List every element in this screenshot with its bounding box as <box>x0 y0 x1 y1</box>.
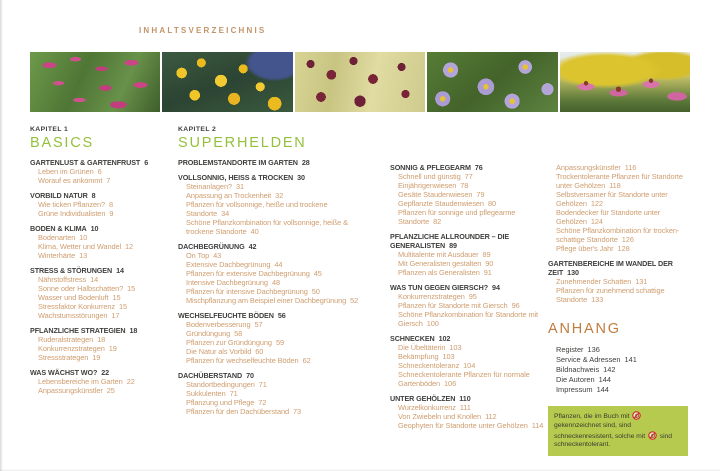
toc-entry-label: Bodenarten <box>38 233 76 242</box>
toc-entry-page: 60 <box>255 347 264 356</box>
toc-entry <box>30 353 176 362</box>
toc-entry-page: 71 <box>258 380 267 389</box>
toc-entry-page: 19 <box>92 353 101 362</box>
toc-entry-label: Gründüngung <box>186 329 231 338</box>
toc-section <box>178 158 366 167</box>
toc-entry-label: Stressstrategen <box>38 353 89 362</box>
toc-entry-page: 25 <box>106 386 115 395</box>
toc-entry <box>30 311 176 320</box>
section-title: GARTENBEREICHE IM WANDEL DER ZEIT <box>548 259 673 277</box>
toc-section <box>390 283 544 328</box>
toc-entry-page: 31 <box>235 182 244 191</box>
toc-entry <box>30 251 176 260</box>
toc-entry-page: 19 <box>108 344 117 353</box>
toc-section <box>178 173 366 236</box>
toc-entry-page: 77 <box>464 172 473 181</box>
chapter-title: SUPERHELDEN <box>178 135 307 151</box>
anhang-entry-page: 144 <box>598 375 611 384</box>
toc-entry <box>178 398 366 407</box>
toc-entry-label: Wie ticken Pflanzen? <box>38 200 106 209</box>
toc-entry-label: Wasser und Bodenluft <box>38 293 109 302</box>
toc-entry <box>390 343 544 352</box>
toc-entry-page: 95 <box>468 292 477 301</box>
toc-entry <box>390 370 544 388</box>
toc-entry <box>30 242 176 251</box>
toc-entry-page: 57 <box>254 320 263 329</box>
toc-entry <box>548 226 692 244</box>
section-header <box>30 158 176 167</box>
toc-section <box>390 163 544 226</box>
section-page: 94 <box>492 283 500 292</box>
toc-entry-label: Standortbedingungen <box>186 380 255 389</box>
section-page: 10 <box>90 224 99 233</box>
toc-entry-page: 17 <box>111 311 120 320</box>
photo-pink-persicaria <box>30 52 160 112</box>
anhang-entry-page: 141 <box>624 355 637 364</box>
toc-section <box>30 224 176 260</box>
toc-entry <box>178 356 366 365</box>
toc-entry-label: Stressfaktor Konkurrenz <box>38 302 115 311</box>
section-header <box>178 371 366 380</box>
toc-entry <box>30 377 176 386</box>
toc-entry-page: 52 <box>350 296 359 305</box>
toc-entry-page: 32 <box>275 191 284 200</box>
toc-entry-page: 118 <box>609 181 621 190</box>
page-title: INHALTSVERZEICHNIS <box>139 26 267 35</box>
toc-entry <box>30 200 176 209</box>
toc-section <box>178 311 366 365</box>
toc-entry <box>30 284 176 293</box>
toc-section <box>178 371 366 416</box>
toc-entry-page: 73 <box>293 407 302 416</box>
section-title: GARTENLUST & GARTENFRUST <box>30 158 141 167</box>
toc-entry-page: 112 <box>485 412 497 421</box>
toc-entry-page: 44 <box>274 260 283 269</box>
toc-entry-label: Bekämpfung <box>398 352 439 361</box>
toc-entry-page: 106 <box>444 379 457 388</box>
toc-entry-page: 72 <box>258 398 267 407</box>
toc-entry-label: Pflanzen für sonnige und pflegearme Standorte <box>398 208 516 226</box>
toc-entry <box>30 335 176 344</box>
toc-entry-label: Anpassungskünstler <box>38 386 103 395</box>
toc-entry-label: Extensive Dachbegrünung <box>186 260 271 269</box>
toc-entry-label: Intensive Dachbegrünung <box>186 278 268 287</box>
toc-entry-page: 43 <box>213 251 222 260</box>
toc-entry-label: Pflanzen für vollsonnige, heiße und trockene Standorte <box>186 200 328 218</box>
toc-entry-page: 133 <box>591 295 604 304</box>
section-page: 30 <box>297 173 305 182</box>
toc-entry-label: Selbstversamer für Standorte unter Gehölzen <box>556 190 668 208</box>
anhang-entry-page: 142 <box>603 365 616 374</box>
toc-entry-label: Von Zwiebeln und Knollen <box>398 412 482 421</box>
section-header <box>390 394 544 403</box>
section-title: PFLANZLICHE ALLROUNDER – DIE GENERALISTEN <box>390 232 510 250</box>
toc-entry <box>548 286 692 304</box>
toc-entry-label: Ruderalstrategen <box>38 335 94 344</box>
section-header <box>30 224 176 233</box>
toc-entry-page: 8 <box>109 200 114 209</box>
chapter-title: BASICS <box>30 135 94 151</box>
toc-entry <box>390 412 544 421</box>
toc-entry-label: Die Übeltäterin <box>398 343 446 352</box>
toc-entry-label: Zunehmender Schatten <box>556 277 632 286</box>
photo-pink-echinacea <box>560 52 690 112</box>
toc-entry-page: 50 <box>311 287 320 296</box>
toc-entry <box>178 200 366 218</box>
toc-column-4 <box>548 157 692 456</box>
toc-entry-label: Pflanzen für intensive Dachbegrünung <box>186 287 308 296</box>
toc-entry-label: Schneckentoleranz <box>398 361 460 370</box>
toc-entry <box>390 181 544 190</box>
toc-entry <box>548 163 692 172</box>
toc-entry <box>548 208 692 226</box>
toc-entry-page: 15 <box>118 302 128 311</box>
toc-entry-page: 111 <box>459 403 471 412</box>
toc-section <box>30 368 176 395</box>
toc-entry <box>30 386 176 395</box>
toc-entry <box>390 421 544 430</box>
toc-entry-page: 124 <box>590 217 603 226</box>
toc-entry-label: Bodendecker für Standorte unter Gehölzen <box>556 208 661 226</box>
toc-entry-label: Pflanzen für den Dachüberstand <box>186 407 290 416</box>
toc-entry-label: Grüne Individualisten <box>38 209 106 218</box>
toc-entry-label: Pflanzen für Standorte mit Giersch <box>398 301 508 310</box>
toc-entry <box>178 338 366 347</box>
toc-entry <box>178 251 366 260</box>
toc-entry <box>178 407 366 416</box>
toc-entry-label: Die Natur als Vorbild <box>186 347 252 356</box>
section-title: WECHSELFEUCHTE BÖDEN <box>178 311 274 320</box>
toc-entry-label: Pflanzen für extensive Dachbegrünung <box>186 269 310 278</box>
toc-entry-label: Wurzelkonkurrenz <box>398 403 456 412</box>
toc-entry-label: Anpassung an Trockenheit <box>186 191 272 200</box>
section-page: 70 <box>246 371 254 380</box>
anhang-entry-page: 144 <box>596 385 609 394</box>
toc-section <box>178 242 366 305</box>
toc-entry-page: 14 <box>90 275 99 284</box>
toc-entry-label: Schöne Pflanzkombination für Standorte mit Giersch <box>398 310 538 328</box>
section-title: SCHNECKEN <box>390 334 435 343</box>
toc-entry-page: 71 <box>229 389 238 398</box>
anhang-entry <box>548 345 692 355</box>
toc-entry-page: 13 <box>79 251 88 260</box>
section-title: WAS TUN GEGEN GIERSCH? <box>390 283 489 292</box>
toc-section <box>30 266 176 320</box>
toc-entry-label: On Top <box>186 251 210 260</box>
section-header <box>178 311 366 320</box>
section-header <box>178 242 366 251</box>
section-page: 18 <box>129 326 138 335</box>
toc-entry-page: 34 <box>221 209 230 218</box>
toc-entry-page: 96 <box>511 301 520 310</box>
anhang-entry <box>548 385 692 395</box>
toc-entry-label: Konkurrenzstrategen <box>38 344 105 353</box>
section-header <box>30 191 176 200</box>
section-title: DACHÜBERSTAND <box>178 371 243 380</box>
toc-entry <box>30 233 176 242</box>
toc-entry <box>390 361 544 370</box>
anhang-title: ANHANG <box>548 321 621 337</box>
toc-entry <box>178 296 366 305</box>
section-page: 42 <box>248 242 257 251</box>
snail-resistant-icon <box>632 411 641 420</box>
toc-entry-page: 80 <box>487 199 496 208</box>
toc-entry-page: 62 <box>302 356 311 365</box>
toc-entry-page: 122 <box>590 199 603 208</box>
section-header <box>548 259 692 277</box>
toc-entry-label: Klima, Wetter und Wandel <box>38 242 122 251</box>
toc-entry-page: 114 <box>531 421 544 430</box>
toc-entry-page: 6 <box>97 167 102 176</box>
section-page: 28 <box>301 158 310 167</box>
toc-entry <box>390 403 544 412</box>
toc-entry-label: Multitalente mit Ausdauer <box>398 250 479 259</box>
toc-entry <box>178 287 366 296</box>
toc-column-3 <box>390 157 544 430</box>
toc-entry <box>30 167 176 176</box>
toc-entry <box>390 172 544 181</box>
anhang-entry-label: Service & Adressen <box>556 355 621 364</box>
toc-entry-page: 18 <box>97 335 106 344</box>
toc-entry <box>30 275 176 284</box>
section-title: PROBLEMSTANDORTE IM GARTEN <box>178 158 298 167</box>
toc-entry-page: 90 <box>485 259 494 268</box>
section-page: 14 <box>116 266 124 275</box>
toc-entry-label: Steinanlagen? <box>186 182 232 191</box>
toc-entry-label: Pflanzen zur Gründüngung <box>186 338 272 347</box>
photo-burgundy-globes <box>295 52 425 112</box>
toc-entry-page: 116 <box>624 163 637 172</box>
toc-entry-label: Gesäte Staudenwiesen <box>398 190 473 199</box>
toc-entry <box>178 182 366 191</box>
toc-entry-page: 15 <box>127 284 136 293</box>
toc-entry <box>390 199 544 208</box>
anhang-entries <box>548 345 692 395</box>
toc-entry-label: Schnell und günstig <box>398 172 461 181</box>
toc-entry-label: Pflanzen für wechselfeuchte Böden <box>186 356 299 365</box>
toc-entry-page: 89 <box>482 250 491 259</box>
toc-section <box>390 394 544 430</box>
toc-entry-label: Trockentolerante Pflanzen für Standorte unter Gehölzen <box>556 172 683 190</box>
toc-entry-page: 40 <box>250 227 259 236</box>
toc-entry <box>30 344 176 353</box>
toc-column-1 <box>30 125 176 395</box>
toc-entry-page: 126 <box>621 235 634 244</box>
photo-yellow-daisies <box>162 52 292 112</box>
toc-entry-page: 7 <box>106 176 111 185</box>
toc-entry-label: Mischpflanzung am Beispiel einer Dachbegrünung <box>186 296 347 305</box>
toc-entry-label: Worauf es ankommt <box>38 176 103 185</box>
anhang-entry-label: Bildnachweis <box>556 365 600 374</box>
section-page: 6 <box>144 158 149 167</box>
toc-entry-label: Pflanzen für zunehmend schattige Standorte <box>556 286 665 304</box>
toc-entry-page: 9 <box>109 209 114 218</box>
section-title: UNTER GEHÖLZEN <box>390 394 456 403</box>
toc-entry-page: 131 <box>635 277 648 286</box>
toc-entry-label: Nährstoffstress <box>38 275 87 284</box>
toc-section <box>548 163 692 253</box>
toc-entry-label: Winterhärte <box>38 251 76 260</box>
section-title: VOLLSONNIG, HEISS & TROCKEN <box>178 173 294 182</box>
toc-entry <box>30 293 176 302</box>
toc-section <box>30 326 176 362</box>
section-header <box>30 368 176 377</box>
toc-section <box>30 191 176 218</box>
section-page: 110 <box>459 394 471 403</box>
toc-entry <box>178 347 366 356</box>
anhang-entry-label: Impressum <box>556 385 593 394</box>
toc-entry-label: Wachstumsstörungen <box>38 311 108 320</box>
toc-entry <box>390 301 544 310</box>
toc-entry <box>178 329 366 338</box>
toc-entry <box>390 190 544 199</box>
toc-entry-label: Einjährigenwiesen <box>398 181 457 190</box>
toc-entry-page: 15 <box>112 293 121 302</box>
anhang-entry <box>548 365 692 375</box>
photo-purple-asters <box>427 52 557 112</box>
toc-entry <box>390 250 544 259</box>
section-header <box>178 158 366 167</box>
toc-section <box>390 232 544 277</box>
toc-entry <box>178 269 366 278</box>
toc-entry-page: 128 <box>617 244 630 253</box>
anhang-entry-label: Register <box>556 345 584 354</box>
toc-entry <box>178 191 366 200</box>
toc-entry-label: Schöne Pflanzkombination für vollsonnige, heiße & trockene Standorte <box>186 218 348 236</box>
toc-entry-page: 103 <box>449 343 462 352</box>
toc-entry-page: 59 <box>275 338 284 347</box>
toc-section <box>548 259 692 304</box>
toc-entry-page: 58 <box>234 329 243 338</box>
section-page: 130 <box>567 268 579 277</box>
toc-entry <box>390 208 544 226</box>
kapitel-label: KAPITEL 2 <box>178 126 217 133</box>
toc-entry <box>548 244 692 253</box>
toc-entry <box>548 172 692 190</box>
photo-strip <box>30 52 690 112</box>
section-page: 56 <box>277 311 286 320</box>
anhang-entry <box>548 375 692 385</box>
toc-entry <box>390 268 544 277</box>
toc-entry <box>178 380 366 389</box>
toc-entry-label: Sukkulenten <box>186 389 226 398</box>
toc-entry-label: Konkurrenzstrategen <box>398 292 465 301</box>
toc-entry <box>178 260 366 269</box>
toc-entry <box>548 277 692 286</box>
section-title: BODEN & KLIMA <box>30 224 87 233</box>
section-page: 102 <box>438 334 451 343</box>
toc-entry-label: Schneckentolerante Pflanzen für normale Gartenböden <box>398 370 530 388</box>
toc-entry-page: 91 <box>483 268 492 277</box>
section-header <box>30 266 176 275</box>
toc-entry-label: Schöne Pflanzkombination für trocken-schattige Standorte <box>556 226 680 244</box>
section-title: SONNIG & PFLEGEARM <box>390 163 471 172</box>
section-title: WAS WÄCHST WO? <box>30 368 98 377</box>
section-page: 89 <box>449 241 457 250</box>
section-page: 22 <box>101 368 110 377</box>
toc-entry-page: 78 <box>460 181 469 190</box>
toc-entry-label: Geophyten für Standorte unter Gehölzen <box>398 421 528 430</box>
section-title: PFLANZLICHE STRATEGIEN <box>30 326 126 335</box>
anhang-entry-page: 136 <box>587 345 600 354</box>
toc-entry-page: 103 <box>442 352 455 361</box>
section-title: DACHBEGRÜNUNG <box>178 242 245 251</box>
toc-entry <box>30 209 176 218</box>
toc-entry-page: 12 <box>125 242 134 251</box>
toc-entry <box>30 176 176 185</box>
toc-entry-label: Lebensbereiche im Garten <box>38 377 123 386</box>
toc-entry-page: 48 <box>271 278 280 287</box>
toc-entry-page: 100 <box>426 319 439 328</box>
section-header <box>390 232 544 250</box>
toc-entry-page: 79 <box>476 190 485 199</box>
toc-column-2 <box>178 125 366 416</box>
section-header <box>178 173 366 182</box>
toc-entry-label: Mit Generalisten gestalten <box>398 259 482 268</box>
page-edge-left <box>0 0 3 471</box>
toc-section <box>30 158 176 185</box>
toc-entry-label: Anpassungskünstler <box>556 163 621 172</box>
section-title: STRESS & STÖRUNGEN <box>30 266 113 275</box>
snail-tolerant-icon <box>648 431 657 440</box>
toc-entry <box>390 292 544 301</box>
snail-note-box: Pflanzen, die im Buch mit gekennzeichnet sind, sind schneckenresistent, solche mit sind schneckentolerant. <box>548 406 688 456</box>
anhang-entry <box>548 355 692 365</box>
toc-entry <box>390 352 544 361</box>
section-header <box>30 326 176 335</box>
toc-entry <box>30 302 176 311</box>
section-page: 8 <box>91 191 96 200</box>
toc-section <box>390 334 544 388</box>
toc-entry <box>178 218 366 236</box>
toc-entry <box>390 310 544 328</box>
section-title: VORBILD NATUR <box>30 191 88 200</box>
section-header <box>390 283 544 292</box>
section-header <box>390 334 544 343</box>
toc-entry-label: Pflanzen als Generalisten <box>398 268 480 277</box>
toc-entry-label: Bodenverbesserung <box>186 320 251 329</box>
toc-entry <box>178 278 366 287</box>
toc-entry <box>178 320 366 329</box>
toc-entry-page: 45 <box>313 269 322 278</box>
toc-entry <box>178 389 366 398</box>
toc-entry-page: 82 <box>433 217 442 226</box>
toc-entry-label: Pflege über's Jahr <box>556 244 614 253</box>
anhang-entry-label: Die Autoren <box>556 375 595 384</box>
toc-entry-label: Gepflanzte Staudenwiesen <box>398 199 484 208</box>
toc-entry-label: Pflanzung und Pflege <box>186 398 255 407</box>
toc-entry-page: 104 <box>463 361 476 370</box>
toc-entry <box>390 259 544 268</box>
toc-entry-page: 22 <box>126 377 135 386</box>
kapitel-label: KAPITEL 1 <box>30 126 69 133</box>
toc-entry-page: 10 <box>79 233 88 242</box>
section-page: 76 <box>474 163 483 172</box>
toc-entry <box>548 190 692 208</box>
toc-entry-label: Leben im Grünen <box>38 167 94 176</box>
toc-entry-label: Sonne oder Halbschatten? <box>38 284 124 293</box>
section-header <box>390 163 544 172</box>
